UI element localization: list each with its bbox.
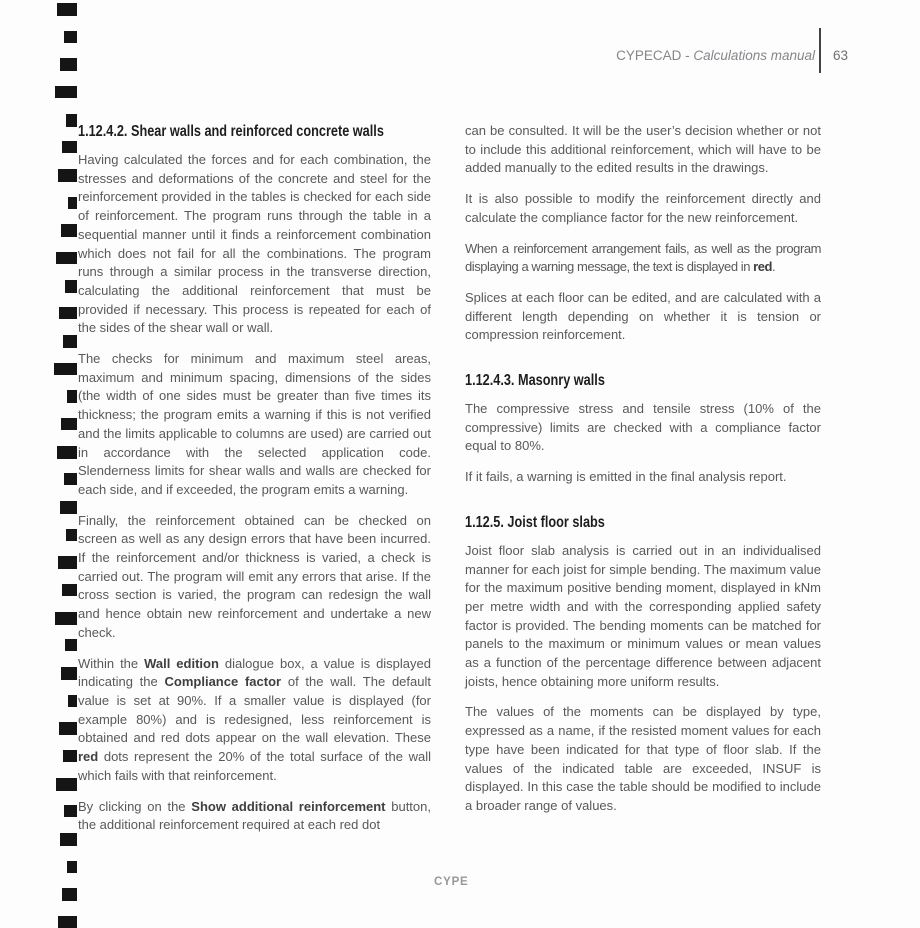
edge-mark (64, 31, 77, 43)
paragraph (465, 400, 821, 456)
text-run: Finally, the reinforcement obtained can be checked on screen as well as any design errors that have been incurred. If the reinforcement and/or thickness is varied, a check is carried out. The program will emit any errors that arise. If the cross section is varied, the program can redesign the wall and hence obtain new reinforcement and undertake a new check. (78, 512, 431, 640)
section-heading: 1.12.4.2. Shear walls and reinforced concrete walls (78, 123, 384, 140)
app-name: CYPECAD (616, 48, 682, 63)
edge-mark (64, 805, 77, 817)
edge-mark (56, 252, 77, 264)
header-separator (819, 28, 821, 73)
edge-mark (62, 584, 77, 596)
paragraph (78, 512, 431, 643)
text-run: dialogue box, a value is displayed indicating the (78, 655, 431, 690)
edge-mark (66, 114, 77, 127)
footer-brand: CYPE (434, 876, 469, 888)
edge-mark (59, 722, 77, 735)
paragraph (465, 703, 821, 815)
paragraph (465, 190, 821, 227)
text-run: of the wall. The default value is set at 90%. If a smaller value is displayed (for example 80%) and is redesigned, less reinforcement is obtained and red dots appear on the wall elevation. These (78, 674, 431, 746)
title-dash: - (685, 48, 690, 63)
paragraph (78, 151, 431, 338)
paragraph (465, 468, 821, 487)
edge-mark (61, 224, 77, 237)
edge-mark (64, 473, 77, 485)
right-column (465, 122, 821, 828)
paragraph (465, 289, 821, 345)
edge-mark (60, 833, 77, 846)
text-run: can be consulted. It will be the user’s decision whether or not to include this additional reinforcement, which will have to be added manually to the edited results in the drawings. (465, 123, 821, 176)
edge-mark (62, 141, 77, 153)
text-run: If it fails, a warning is emitted in the final analysis report. (465, 469, 787, 485)
text-run: button, the additional reinforcement required at each red dot (78, 798, 431, 833)
edge-mark (62, 888, 77, 901)
edge-mark (60, 58, 77, 71)
edge-mark (58, 169, 77, 182)
edge-mark (58, 916, 77, 928)
paragraph (78, 350, 431, 500)
edge-mark (54, 363, 77, 375)
section-heading: 1.12.4.3. Masonry walls (465, 372, 605, 390)
text-run: When a reinforcement arrangement fails, as well as the program displaying a warning message, the text is displayed in (465, 240, 821, 275)
edge-mark (68, 197, 77, 209)
paragraph (465, 240, 821, 277)
text-run: Joist floor slab analysis is carried out in an individualised manner for each joist for simple bending. The maximum value for the maximum positive bending moment, displayed in kNm per metre width and with the corresponding applied safety factor is provided. The bending moments can be matched for panels to the maximum or minimum values or mean values as a function of the percentage difference between adjacent joists, hence obtaining more uniform results. (465, 542, 821, 689)
paragraph (465, 122, 821, 178)
text-run: Splices at each floor can be edited, and are calculated with a different length depending on whether it is tension or compression reinforcement. (465, 289, 821, 343)
edge-mark (66, 529, 77, 541)
edge-mark (65, 280, 77, 293)
paragraph (465, 542, 821, 692)
edge-mark (65, 639, 77, 651)
document-title (616, 48, 815, 64)
edge-mark (67, 861, 77, 873)
bold-text-run: Show additional reinforcement (191, 798, 386, 814)
edge-mark (60, 501, 77, 514)
edge-mark (68, 695, 77, 707)
text-run: The checks for minimum and maximum steel areas, maximum and minimum spacing, dimensions of the sides (the width of one sides must be greater than five times its thickness; the program emits a warning if this is not verified and the limits applicable to columns are used) are carried out in accordance with the selected application code. Slenderness limits for shear walls and walls are checked for each side, and if exceeded, the program emits a warning. (78, 351, 431, 497)
edge-mark (55, 612, 77, 625)
edge-mark (59, 307, 77, 319)
bold-text-run: Wall edition (144, 655, 219, 671)
edge-mark (55, 86, 77, 98)
bold-text-run: Compliance factor (164, 674, 282, 690)
text-run: By clicking on the (78, 798, 192, 814)
page-number: 63 (833, 48, 849, 63)
text-run: dots represent the 20% of the total surface of the wall which fails with that reinforcement. (78, 749, 431, 783)
text-run: The compressive stress and tensile stress (10% of the compressive) limits are checked with a compliance factor equal to 80%. (465, 401, 821, 454)
text-run: . (772, 259, 776, 275)
paragraph (78, 798, 431, 835)
edge-mark (61, 418, 77, 430)
paragraph (78, 655, 431, 786)
edge-mark (58, 556, 77, 569)
edge-mark (67, 390, 77, 403)
text-run: The values of the moments can be displayed by type, expressed as a name, if the resisted moment values for each type have been indicated for that type of floor slab. If the values of the indicated table are exceeded, INSUF is displayed. In this case the table should be modified to include a broader range of values. (465, 704, 821, 813)
text-run: Within the (78, 655, 145, 671)
section-heading: 1.12.5. Joist floor slabs (465, 513, 605, 531)
text-run: Having calculated the forces and for each combination, the stresses and deformations of the concrete and steel for the reinforcement provided in the tables is checked for each side of reinforcement. The program runs through the table in a sequential manner until it finds a reinforcement combination which does not fail for all the combinations. The program runs through a similar process in the transverse direction, calculating the additional reinforcement that must be provided if necessary. This process is repeated for each of the sides of the shear wall or wall. (78, 152, 431, 336)
edge-mark (56, 778, 77, 791)
edge-mark (63, 335, 77, 348)
edge-mark (63, 750, 77, 762)
bold-text-run: red (78, 749, 99, 765)
edge-mark (57, 3, 77, 16)
bold-text-run: red (753, 259, 773, 275)
left-column (78, 122, 431, 847)
text-run: It is also possible to modify the reinforcement directly and calculate the compliance factor for the new reinforcement. (465, 191, 821, 225)
edge-mark (57, 446, 77, 459)
manual-title: Calculations manual (693, 48, 815, 63)
edge-mark (61, 667, 77, 680)
